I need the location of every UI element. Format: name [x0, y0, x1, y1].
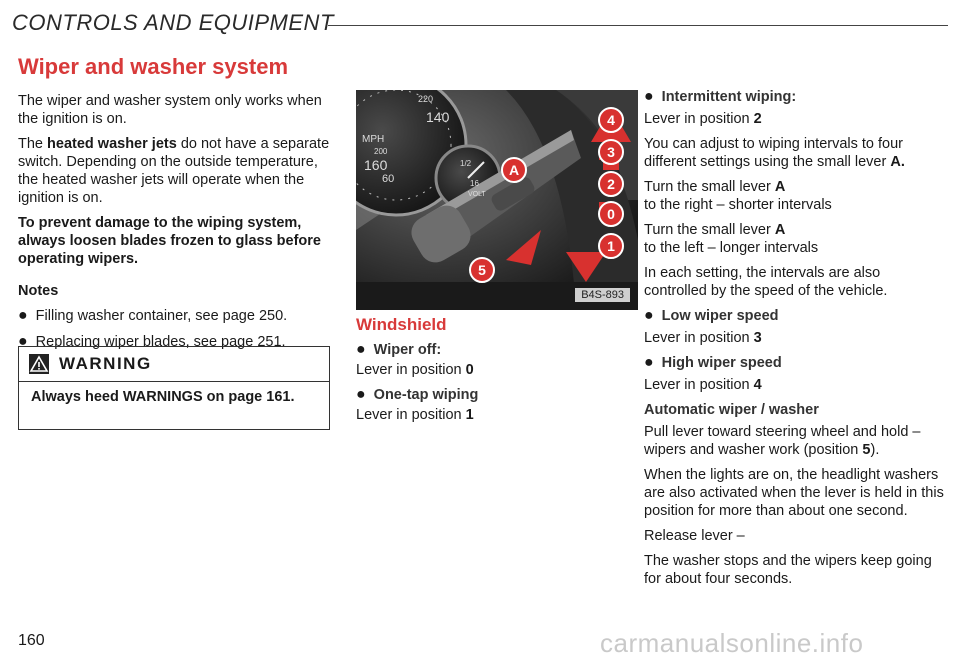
gauge-label-mph: MPH [362, 134, 385, 145]
auto-washer-head: Automatic wiper / washer [644, 402, 819, 418]
turn-left-rest: to the left – longer intervals [644, 240, 819, 256]
high-speed-head: High wiper speed [661, 355, 782, 371]
column-windshield [356, 316, 626, 431]
intro-paragraph: The wiper and washer system only works when the ignition is on. [18, 93, 322, 127]
column-modes [644, 88, 944, 595]
callout-5: 5 [478, 262, 486, 278]
high-speed-heading [644, 354, 944, 372]
wiper-off-lead: Lever in position [356, 362, 462, 378]
low-pos-lead: Lever in position [644, 330, 750, 346]
watermark: carmanualsonline.info [600, 628, 864, 658]
one-tap-lead: Lever in position [356, 407, 462, 423]
low-speed-heading [644, 307, 944, 325]
bullet-icon: ● [644, 88, 654, 105]
header-rule [328, 25, 948, 26]
figure-code: B4S-893 [575, 288, 630, 302]
section-title: Wiper and washer system [18, 54, 289, 79]
heated-jets-term: heated washer jets [47, 136, 177, 152]
windshield-title: Windshield [356, 315, 447, 334]
one-tap-head: One-tap wiping [373, 387, 479, 403]
turn-right-lever: A [774, 179, 786, 195]
note-item [18, 307, 330, 325]
warning-text: Always heed WARNINGS on page 161. [31, 389, 295, 405]
turn-left-lead: Turn the small lever [644, 222, 771, 238]
intermittent-pos-value: 2 [753, 111, 762, 127]
warning-header [19, 347, 329, 382]
adjust-paragraph [644, 135, 944, 171]
callout-0: 0 [607, 206, 615, 222]
wiper-lever-photo [356, 90, 638, 310]
auto-text: Pull lever toward steering wheel and hold – wipers and washer work (position [644, 424, 921, 458]
turn-left-lever: A [774, 222, 786, 238]
intermittent-head: Intermittent wiping: [661, 89, 797, 105]
bullet-icon: ● [644, 307, 654, 324]
page-header [12, 4, 948, 44]
damage-warning-paragraph: To prevent damage to the wiping system, always loosen blades frozen to glass before operating wipers. [18, 215, 321, 267]
auto-washer-paragraph [644, 423, 944, 459]
gauge-label-160: 160 [364, 157, 388, 173]
stop-paragraph: The washer stops and the wipers keep going for about four seconds. [644, 553, 932, 587]
callout-4: 4 [607, 112, 615, 128]
warning-label: WARNING [59, 354, 152, 373]
release-paragraph: Release lever – [644, 528, 745, 544]
high-speed-position [644, 376, 944, 394]
callout-2: 2 [607, 176, 615, 192]
gauge-label-16: 16 [470, 179, 479, 188]
auto-pos: 5 [862, 442, 871, 458]
callout-3: 3 [607, 144, 615, 160]
gauge-label-140: 140 [426, 109, 450, 125]
turn-right-rest: to the right – shorter intervals [644, 197, 832, 213]
notes-title: Notes [18, 283, 59, 299]
page-number: 160 [18, 632, 45, 649]
warning-box [18, 346, 330, 430]
lights-paragraph: When the lights are on, the headlight washers are also activated when the lever is held in this position for more than about one second. [644, 467, 944, 519]
windshield-item-head [356, 341, 626, 359]
windshield-item-head [356, 386, 626, 404]
gauge-label-volt: VOLT [468, 191, 486, 198]
note-text: Filling washer container, see page 250. [35, 308, 288, 324]
warning-triangle-icon [29, 354, 49, 374]
bullet-icon: ● [356, 341, 366, 358]
note-text: Replacing wiper blades, see page 251. [35, 334, 286, 350]
one-tap-position: 1 [465, 407, 474, 423]
header-title: CONTROLS AND EQUIPMENT [12, 10, 334, 35]
callout-A: A [508, 162, 520, 178]
heated-jets-text: do not have a separate switch. Depending on the outside temperature, the heated washer jets will operate when the ignition is on. [18, 136, 330, 206]
turn-right-paragraph [644, 178, 944, 214]
wiper-off-head: Wiper off: [373, 342, 442, 358]
gauge-label-220: 220 [418, 94, 434, 104]
gauge-label-half: 1/2 [460, 159, 472, 168]
high-pos-lead: Lever in position [644, 377, 750, 393]
heated-jets-paragraph [18, 135, 330, 207]
bullet-icon: ● [18, 307, 28, 324]
one-tap-text [356, 406, 626, 424]
low-speed-position [644, 329, 944, 347]
turn-left-paragraph [644, 221, 944, 257]
low-pos-value: 3 [753, 330, 762, 346]
intermittent-heading [644, 88, 944, 106]
low-speed-head: Low wiper speed [661, 308, 779, 324]
gauge-label-200: 200 [374, 147, 388, 156]
bullet-icon: ● [356, 386, 366, 403]
auto-close: ). [870, 442, 880, 458]
speed-paragraph: In each setting, the intervals are also controlled by the speed of the vehicle. [644, 265, 888, 299]
intermittent-position [644, 110, 944, 128]
bullet-icon: ● [644, 354, 654, 371]
gauge-label-60: 60 [382, 173, 395, 185]
wiper-off-position: 0 [465, 362, 474, 378]
adjust-lever: A. [890, 154, 905, 170]
bullet-icon: ● [18, 333, 28, 350]
heated-jets-lead: The [18, 136, 43, 152]
column-intro [18, 92, 330, 351]
adjust-text: You can adjust to wiping intervals to four different settings using the small lever [644, 136, 904, 170]
high-pos-value: 4 [753, 377, 762, 393]
lever-illustration [356, 90, 638, 310]
intermittent-pos-lead: Lever in position [644, 111, 750, 127]
callout-1: 1 [607, 238, 615, 254]
turn-right-lead: Turn the small lever [644, 179, 771, 195]
wiper-off-text [356, 361, 626, 379]
